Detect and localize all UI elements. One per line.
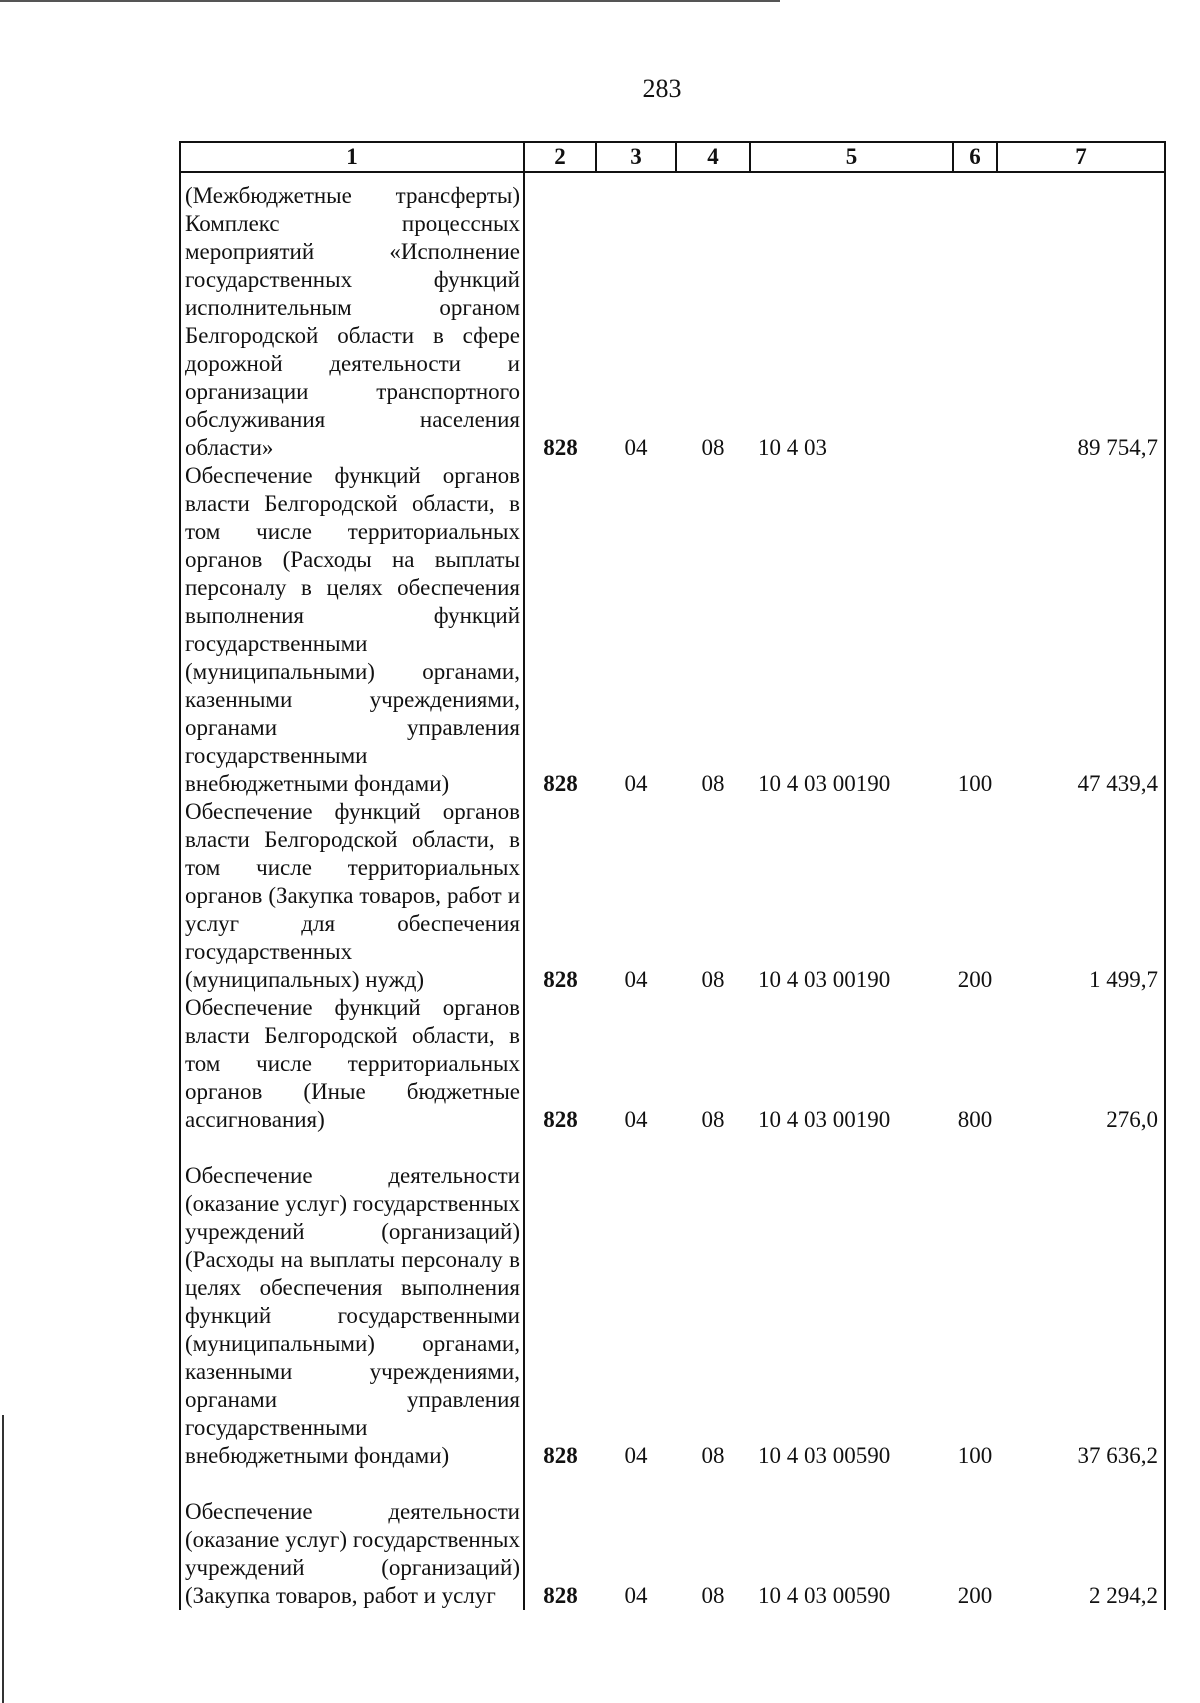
table-row: [180, 798, 1165, 994]
row-amount: 276,0: [997, 994, 1165, 1134]
table-row: [180, 172, 1165, 462]
row-target-article: 10 4 03 00190: [758, 1107, 891, 1132]
top-rule: [0, 0, 780, 2]
row-code-ministry: 828: [543, 771, 578, 796]
row-section: 04: [624, 1443, 648, 1468]
header-col-4: 4: [676, 142, 750, 172]
budget-table: [179, 141, 1166, 1610]
row-subsection: 08: [701, 1107, 725, 1132]
row-section: 04: [624, 1107, 648, 1132]
row-code-ministry: 828: [543, 1107, 578, 1132]
row-code-ministry: 828: [543, 1583, 578, 1608]
row-code-ministry: 828: [543, 1443, 578, 1468]
row-expense-type: 200: [957, 967, 993, 992]
row-name: Обеспечение функций органов власти Белгородской области, в том числе территориальных органов (Закупка товаров, работ и услуг для обеспечения государственных (муниципальных) нужд): [180, 798, 524, 994]
row-expense-type: 200: [957, 1583, 993, 1608]
header-col-1: 1: [180, 142, 524, 172]
row-subsection: 08: [701, 1443, 725, 1468]
table-row: [180, 994, 1165, 1134]
page-number: 283: [642, 74, 682, 103]
row-name: Обеспечение функций органов власти Белгородской области, в том числе территориальных органов (Иные бюджетные ассигнования): [180, 994, 524, 1134]
header-col-5: 5: [750, 142, 953, 172]
row-expense-type: 800: [957, 1107, 993, 1132]
left-margin-rule: [2, 1415, 4, 1703]
table-row: [180, 462, 1165, 798]
row-section: 04: [624, 771, 648, 796]
row-subsection: 08: [701, 435, 725, 460]
row-subsection: 08: [701, 771, 725, 796]
row-name: Обеспечение функций органов власти Белгородской области, в том числе территориальных органов (Расходы на выплаты персоналу в целях обеспечения выполнения функций государственными (муниципальными) органами, казенными учреждениями, органами управления государственными внебюджетными фондами): [180, 462, 524, 798]
row-amount: 37 636,2: [997, 1134, 1165, 1470]
row-subsection: 08: [701, 967, 725, 992]
row-amount: 89 754,7: [997, 172, 1165, 462]
row-expense-type: [953, 172, 997, 462]
row-subsection: 08: [701, 1583, 725, 1608]
header-row: [180, 142, 1165, 172]
row-amount: 47 439,4: [997, 462, 1165, 798]
row-section: 04: [624, 967, 648, 992]
row-name: (Межбюджетные трансферты) Комплекс процессных мероприятий «Исполнение государственных функций исполнительным органом Белгородской области в сфере дорожной деятельности и организации транспортного обслуживания населения области»: [180, 172, 524, 462]
table-row: [180, 1134, 1165, 1470]
row-amount: 1 499,7: [997, 798, 1165, 994]
row-section: 04: [624, 435, 648, 460]
row-target-article: 10 4 03 00590: [758, 1583, 891, 1608]
row-code-ministry: 828: [543, 967, 578, 992]
table-row: [180, 1470, 1165, 1610]
header-col-6: 6: [953, 142, 997, 172]
header-col-3: 3: [596, 142, 676, 172]
row-target-article: 10 4 03 00190: [758, 967, 891, 992]
row-name: Обеспечение деятельности (оказание услуг) государственных учреждений (организаций) (Расходы на выплаты персоналу в целях обеспечения выполнения функций государственными (муниципальными) органами, казенными учреждениями, органами управления государственными внебюджетными фондами): [180, 1134, 524, 1470]
row-code-ministry: 828: [543, 435, 578, 460]
row-amount: 2 294,2: [997, 1470, 1165, 1610]
header-col-7: 7: [997, 142, 1165, 172]
row-expense-type: 100: [957, 771, 993, 796]
row-expense-type: 100: [957, 1443, 993, 1468]
row-section: 04: [624, 1583, 648, 1608]
header-col-2: 2: [524, 142, 596, 172]
row-target-article: 10 4 03: [758, 435, 827, 460]
row-name: Обеспечение деятельности (оказание услуг) государственных учреждений (организаций) (Закупка товаров, работ и услуг: [180, 1470, 524, 1610]
row-target-article: 10 4 03 00190: [758, 771, 891, 796]
row-target-article: 10 4 03 00590: [758, 1443, 891, 1468]
